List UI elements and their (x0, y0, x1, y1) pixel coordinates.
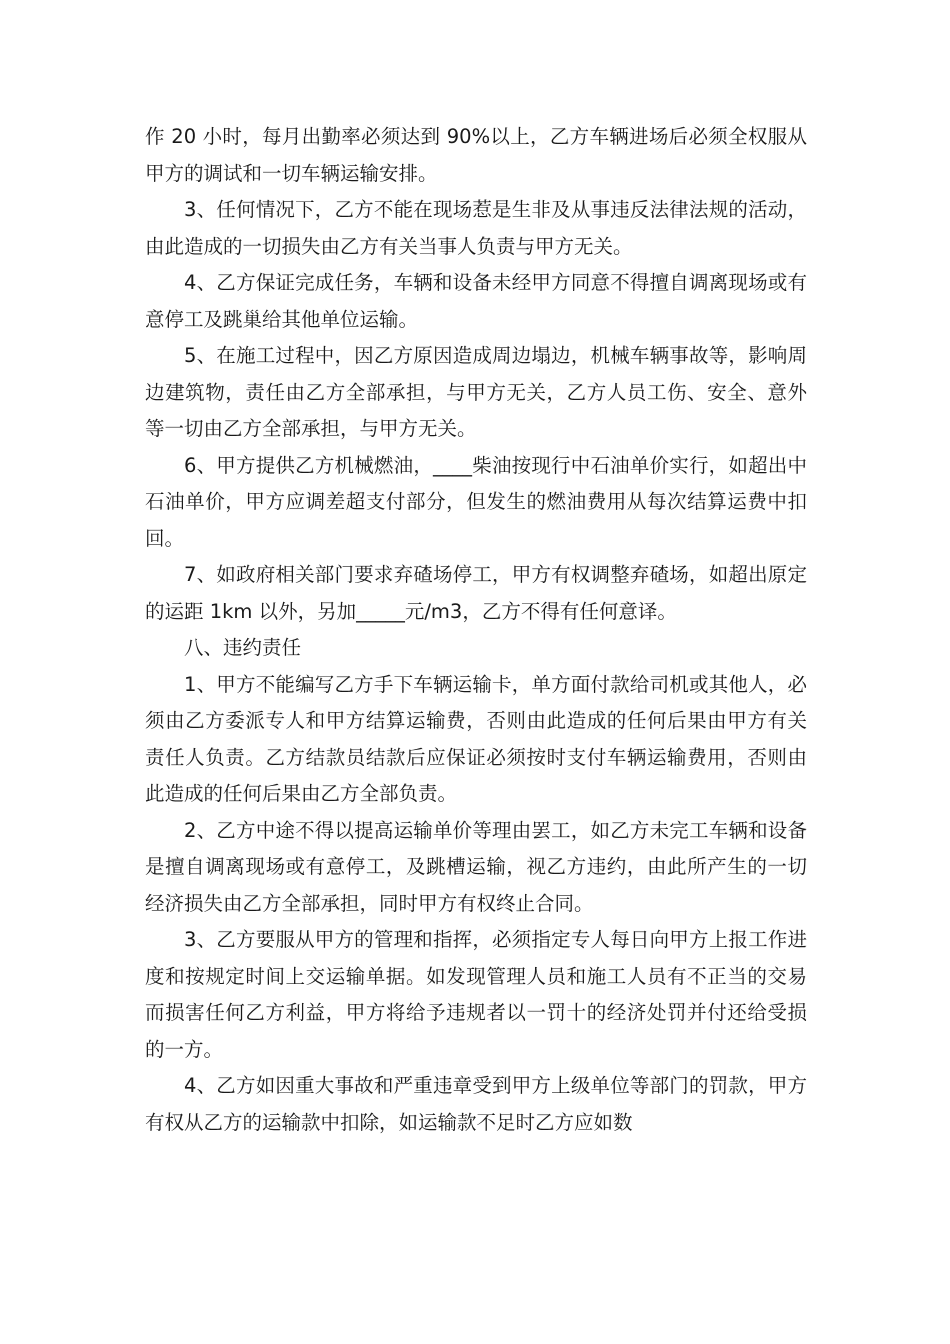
paragraph-breach-4: 4、乙方如因重大事故和严重违章受到甲方上级单位等部门的罚款，甲方有权从乙方的运输款中扣除，如运输款不足时乙方应如数 (145, 1074, 807, 1134)
paragraph-clause-3: 3、任何情况下，乙方不能在现场惹是生非及从事违反法律法规的活动，由此造成的一切损失由乙方有关当事人负责与甲方无关。 (145, 198, 807, 258)
paragraph-breach-1: 1、甲方不能编写乙方手下车辆运输卡，单方面付款给司机或其他人，必须由乙方委派专人和甲方结算运输费，否则由此造成的任何后果由甲方有关责任人负责。乙方结款员结款后应保证必须按时支付车辆运输费用，否则由此造成的任何后果由乙方全部负责。 (145, 672, 807, 805)
paragraph-clause-4: 4、乙方保证完成任务，车辆和设备未经甲方同意不得擅自调离现场或有意停工及跳巢给其他单位运输。 (145, 271, 807, 331)
paragraph-clause-7: 7、如政府相关部门要求弃碴场停工，甲方有权调整弃碴场，如超出原定的运距 1km 以外，另加_____元/m3，乙方不得有任何意译。 (145, 563, 807, 623)
section-heading-breach-liability: 八、违约责任 (184, 636, 302, 659)
paragraph-breach-2: 2、乙方中途不得以提高运输单价等理由罢工，如乙方未完工车辆和设备是擅自调离现场或有意停工，及跳槽运输，视乙方违约，由此所产生的一切经济损失由乙方全部承担，同时甲方有权终止合同。 (145, 818, 807, 915)
paragraph-continuation: 作 20 小时，每月出勤率必须达到 90%以上，乙方车辆进场后必须全权服从甲方的调试和一切车辆运输安排。 (145, 125, 807, 185)
document-body (145, 119, 807, 1141)
paragraph-clause-5: 5、在施工过程中，因乙方原因造成周边塌边，机械车辆事故等，影响周边建筑物，责任由乙方全部承担，与甲方无关，乙方人员工伤、安全、意外等一切由乙方全部承担，与甲方无关。 (145, 344, 807, 440)
paragraph-clause-6: 6、甲方提供乙方机械燃油，____柴油按现行中石油单价实行，如超出中石油单价，甲方应调差超支付部分，但发生的燃油费用从每次结算运费中扣回。 (145, 453, 807, 550)
paragraph-breach-3: 3、乙方要服从甲方的管理和指挥，必须指定专人每日向甲方上报工作进度和按规定时间上交运输单据。如发现管理人员和施工人员有不正当的交易而损害任何乙方利益，甲方将给予违规者以一罚十的经济处罚并付还给受损的一方。 (145, 928, 807, 1061)
